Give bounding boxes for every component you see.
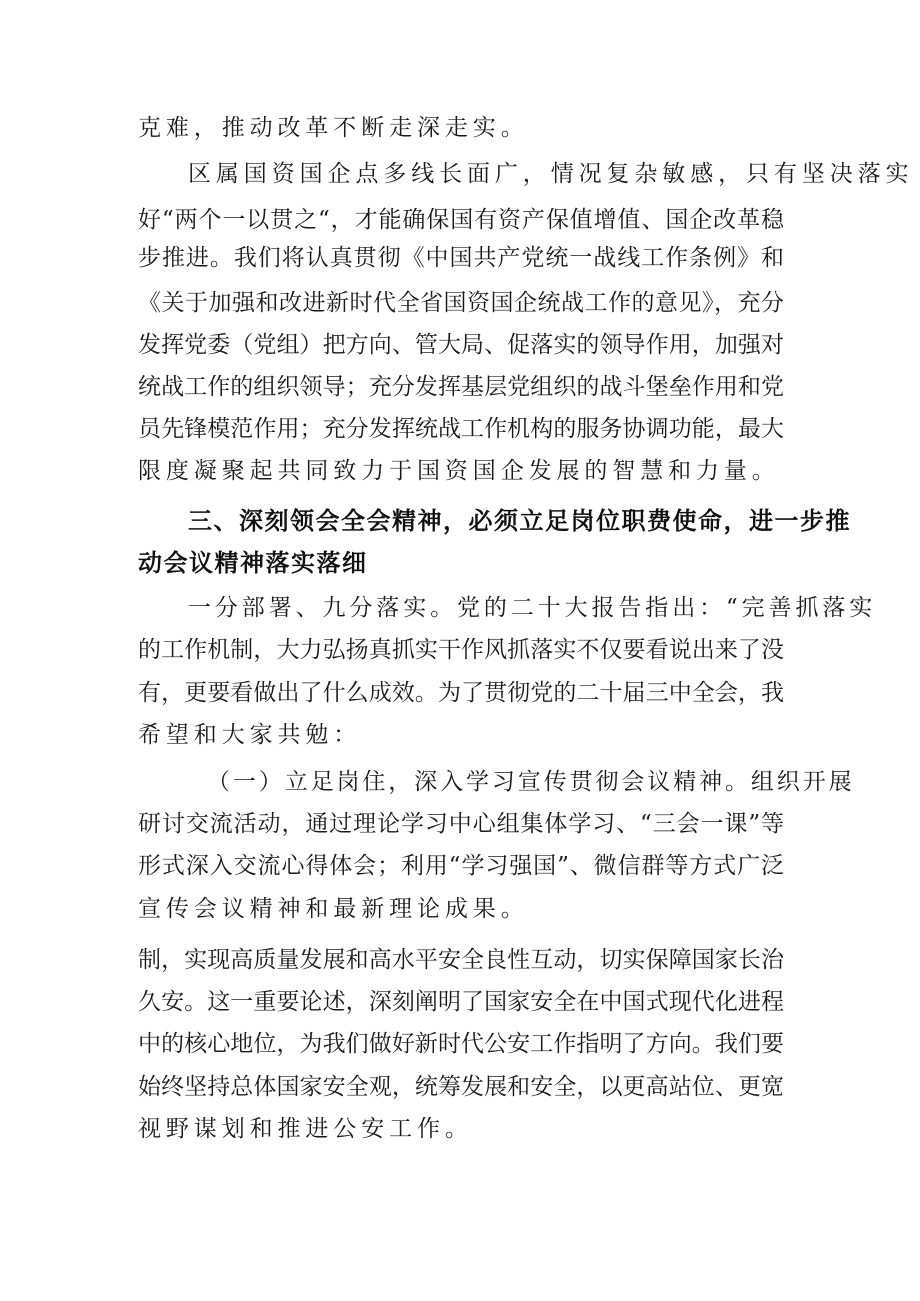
section-heading-cont: 动会议精神落实落细 bbox=[138, 549, 368, 577]
subsection-line: （一）立足岗住，深入学习宣传贯彻会议精神。组织开展 bbox=[207, 769, 855, 795]
text-line: 步推进。我们将认真贯彻《中国共产党统一战线工作条例》和 bbox=[138, 245, 784, 271]
text-line: 一分部署、九分落实。党的二十大报告指出：“完善抓落实 bbox=[188, 595, 877, 621]
text-line: 研讨交流活动，通过理论学习中心组集体学习、“三会一课”等 bbox=[138, 811, 784, 837]
text-line: 有，更要看做出了什么成效。为了贯彻党的二十届三中全会，我 bbox=[138, 680, 784, 706]
text-line: 宣传会议精神和最新理论成果。 bbox=[138, 896, 529, 922]
section-heading: 三、深刻领会全会精神，必须立足岗位职费使命，进一步推 bbox=[188, 507, 851, 535]
text-line: 发挥党委（党组）把方向、管大局、促落实的领导作用，加强对 bbox=[138, 332, 784, 358]
text-line: 好“两个一以贯之“，才能确保国有资产保值增值、国企改革稳 bbox=[138, 207, 784, 233]
text-line: 久安。这一重要论述，深刻阐明了国家安全在中国式现代化进程 bbox=[138, 989, 784, 1015]
text-line: 中的核心地位，为我们做好新时代公安工作指明了方向。我们要 bbox=[138, 1031, 784, 1057]
text-line: 《关于加强和改进新时代全省国资国企统战工作的意见》，充分 bbox=[138, 290, 784, 316]
text-line: 区属国资国企点多线长面广，情况复杂敏感，只有坚决落实 bbox=[188, 161, 914, 187]
text-line: 统战工作的组织领导；充分发挥基层党组织的战斗堡垒作用和党 bbox=[138, 374, 784, 400]
text-line: 制，实现高质量发展和高水平安全良性互动，切实保障国家长治 bbox=[138, 947, 784, 973]
text-line: 克难，推动改革不断走深走实。 bbox=[138, 115, 529, 141]
text-line: 希望和大家共勉： bbox=[138, 722, 362, 748]
text-line: 的工作机制，大力弘扬真抓实干作风抓落实不仅要看说出来了没 bbox=[138, 637, 784, 663]
text-line: 形式深入交流心得体会；利用“学习强国”、微信群等方式广泛 bbox=[138, 853, 784, 879]
text-line: 员先锋模范作用；充分发挥统战工作机构的服务协调功能，最大 bbox=[138, 416, 784, 442]
text-line: 限度凝聚起共同致力于国资国企发展的智慧和力量。 bbox=[138, 458, 780, 484]
text-line: 始终坚持总体国家安全观，统筹发展和安全，以更高站位、更宽 bbox=[138, 1074, 784, 1100]
text-line: 视野谋划和推进公安工作。 bbox=[138, 1116, 473, 1142]
